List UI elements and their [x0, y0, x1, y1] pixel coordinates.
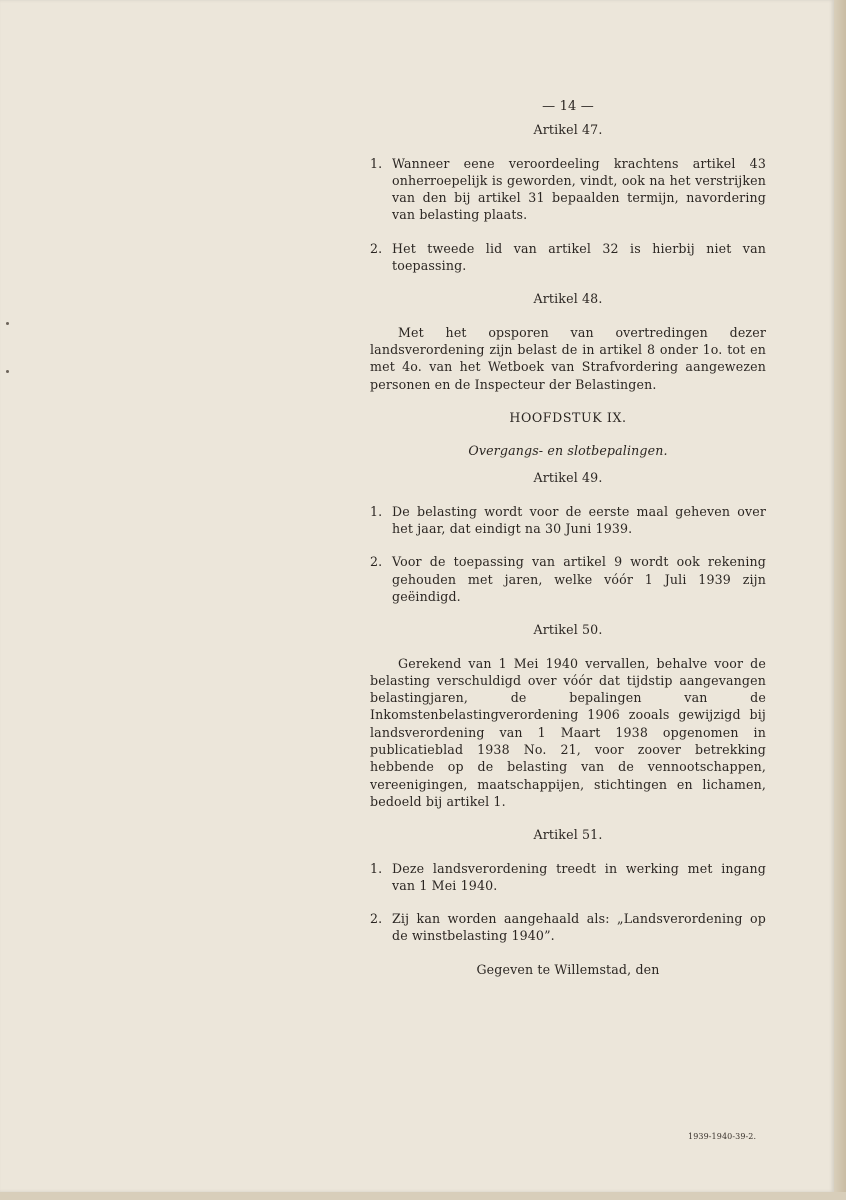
chapter-ix [370, 409, 766, 460]
article-51 [370, 826, 766, 944]
list-item [370, 155, 766, 224]
list-item [370, 503, 766, 538]
page-number: — 14 — [542, 99, 594, 114]
article-47 [370, 121, 766, 274]
margin-mark [6, 322, 9, 325]
closing-line: Gegeven te Willemstad, den [476, 961, 660, 977]
chapter-heading: HOOFDSTUK IX. [509, 409, 627, 425]
item-number: 1. [370, 503, 383, 519]
article-heading: Artikel 51. [533, 827, 603, 843]
item-text: Voor de toepassing van artikel 9 wordt ook rekening gehouden met jaren, welke vóór 1 Juli 1939 zijn geëindigd. [392, 554, 766, 604]
article-heading: Artikel 50. [533, 622, 603, 638]
item-number: 2. [370, 554, 383, 570]
text-column [370, 98, 766, 978]
item-text: Deze landsverordening treedt in werking met ingang van 1 Mei 1940. [392, 860, 766, 893]
item-text: Zij kan worden aangehaald als: „Landsverordening op de winstbelasting 1940”. [392, 911, 766, 944]
list-item [370, 910, 766, 945]
item-number: 1. [370, 860, 383, 876]
item-text: Wanneer eene veroordeeling krachtens artikel 43 onherroepelijk is geworden, vindt, ook na het verstrijken van den bij artikel 31 bepaalden termijn, navordering van belasting plaats. [392, 155, 766, 223]
article-heading: Artikel 48. [533, 291, 603, 307]
chapter-subtitle: Overgangs- en slotbepalingen. [468, 443, 668, 459]
document-code: 1939-1940-39-2. [688, 1132, 757, 1141]
article-heading: Artikel 49. [533, 470, 603, 486]
article-50 [370, 621, 766, 810]
list-item [370, 240, 766, 275]
item-text: Het tweede lid van artikel 32 is hierbij niet van toepassing. [392, 240, 766, 274]
item-text: De belasting wordt voor de eerste maal geheven over het jaar, dat eindigt na 30 Juni 1939. [392, 503, 766, 537]
article-49 [370, 469, 766, 605]
article-48 [370, 290, 766, 392]
item-number: 1. [370, 155, 383, 171]
page-edge-bottom [0, 1192, 846, 1200]
item-number: 2. [370, 911, 383, 927]
item-number: 2. [370, 240, 383, 256]
article-paragraph: Gerekend van 1 Mei 1940 vervallen, behalve voor de belasting verschuldigd over vóór dat tijdstip aangevangen belastingjaren, de bepalingen van de Inkomstenbelastingverordening 1906 zooals gewijzigd bij landsverordening van 1 Maart 1938 opgenomen in publicatieblad 1938 No. 21, voor zoover betrekking hebbende op de belasting van de vennootschappen, vereenigingen, maatschappijen, stichtingen en lichamen, bedoeld bij artikel 1. [370, 655, 766, 809]
article-heading: Artikel 47. [533, 122, 603, 138]
page-edge-right [834, 0, 846, 1200]
article-paragraph: Met het opsporen van overtredingen dezer landsverordening zijn belast de in artikel 8 onder 1o. tot en met 4o. van het Wetboek van Strafvordering aangewezen personen en de Inspecteur der Belastingen. [370, 324, 766, 392]
margin-mark [6, 370, 9, 373]
list-item [370, 553, 766, 605]
list-item [370, 860, 766, 895]
